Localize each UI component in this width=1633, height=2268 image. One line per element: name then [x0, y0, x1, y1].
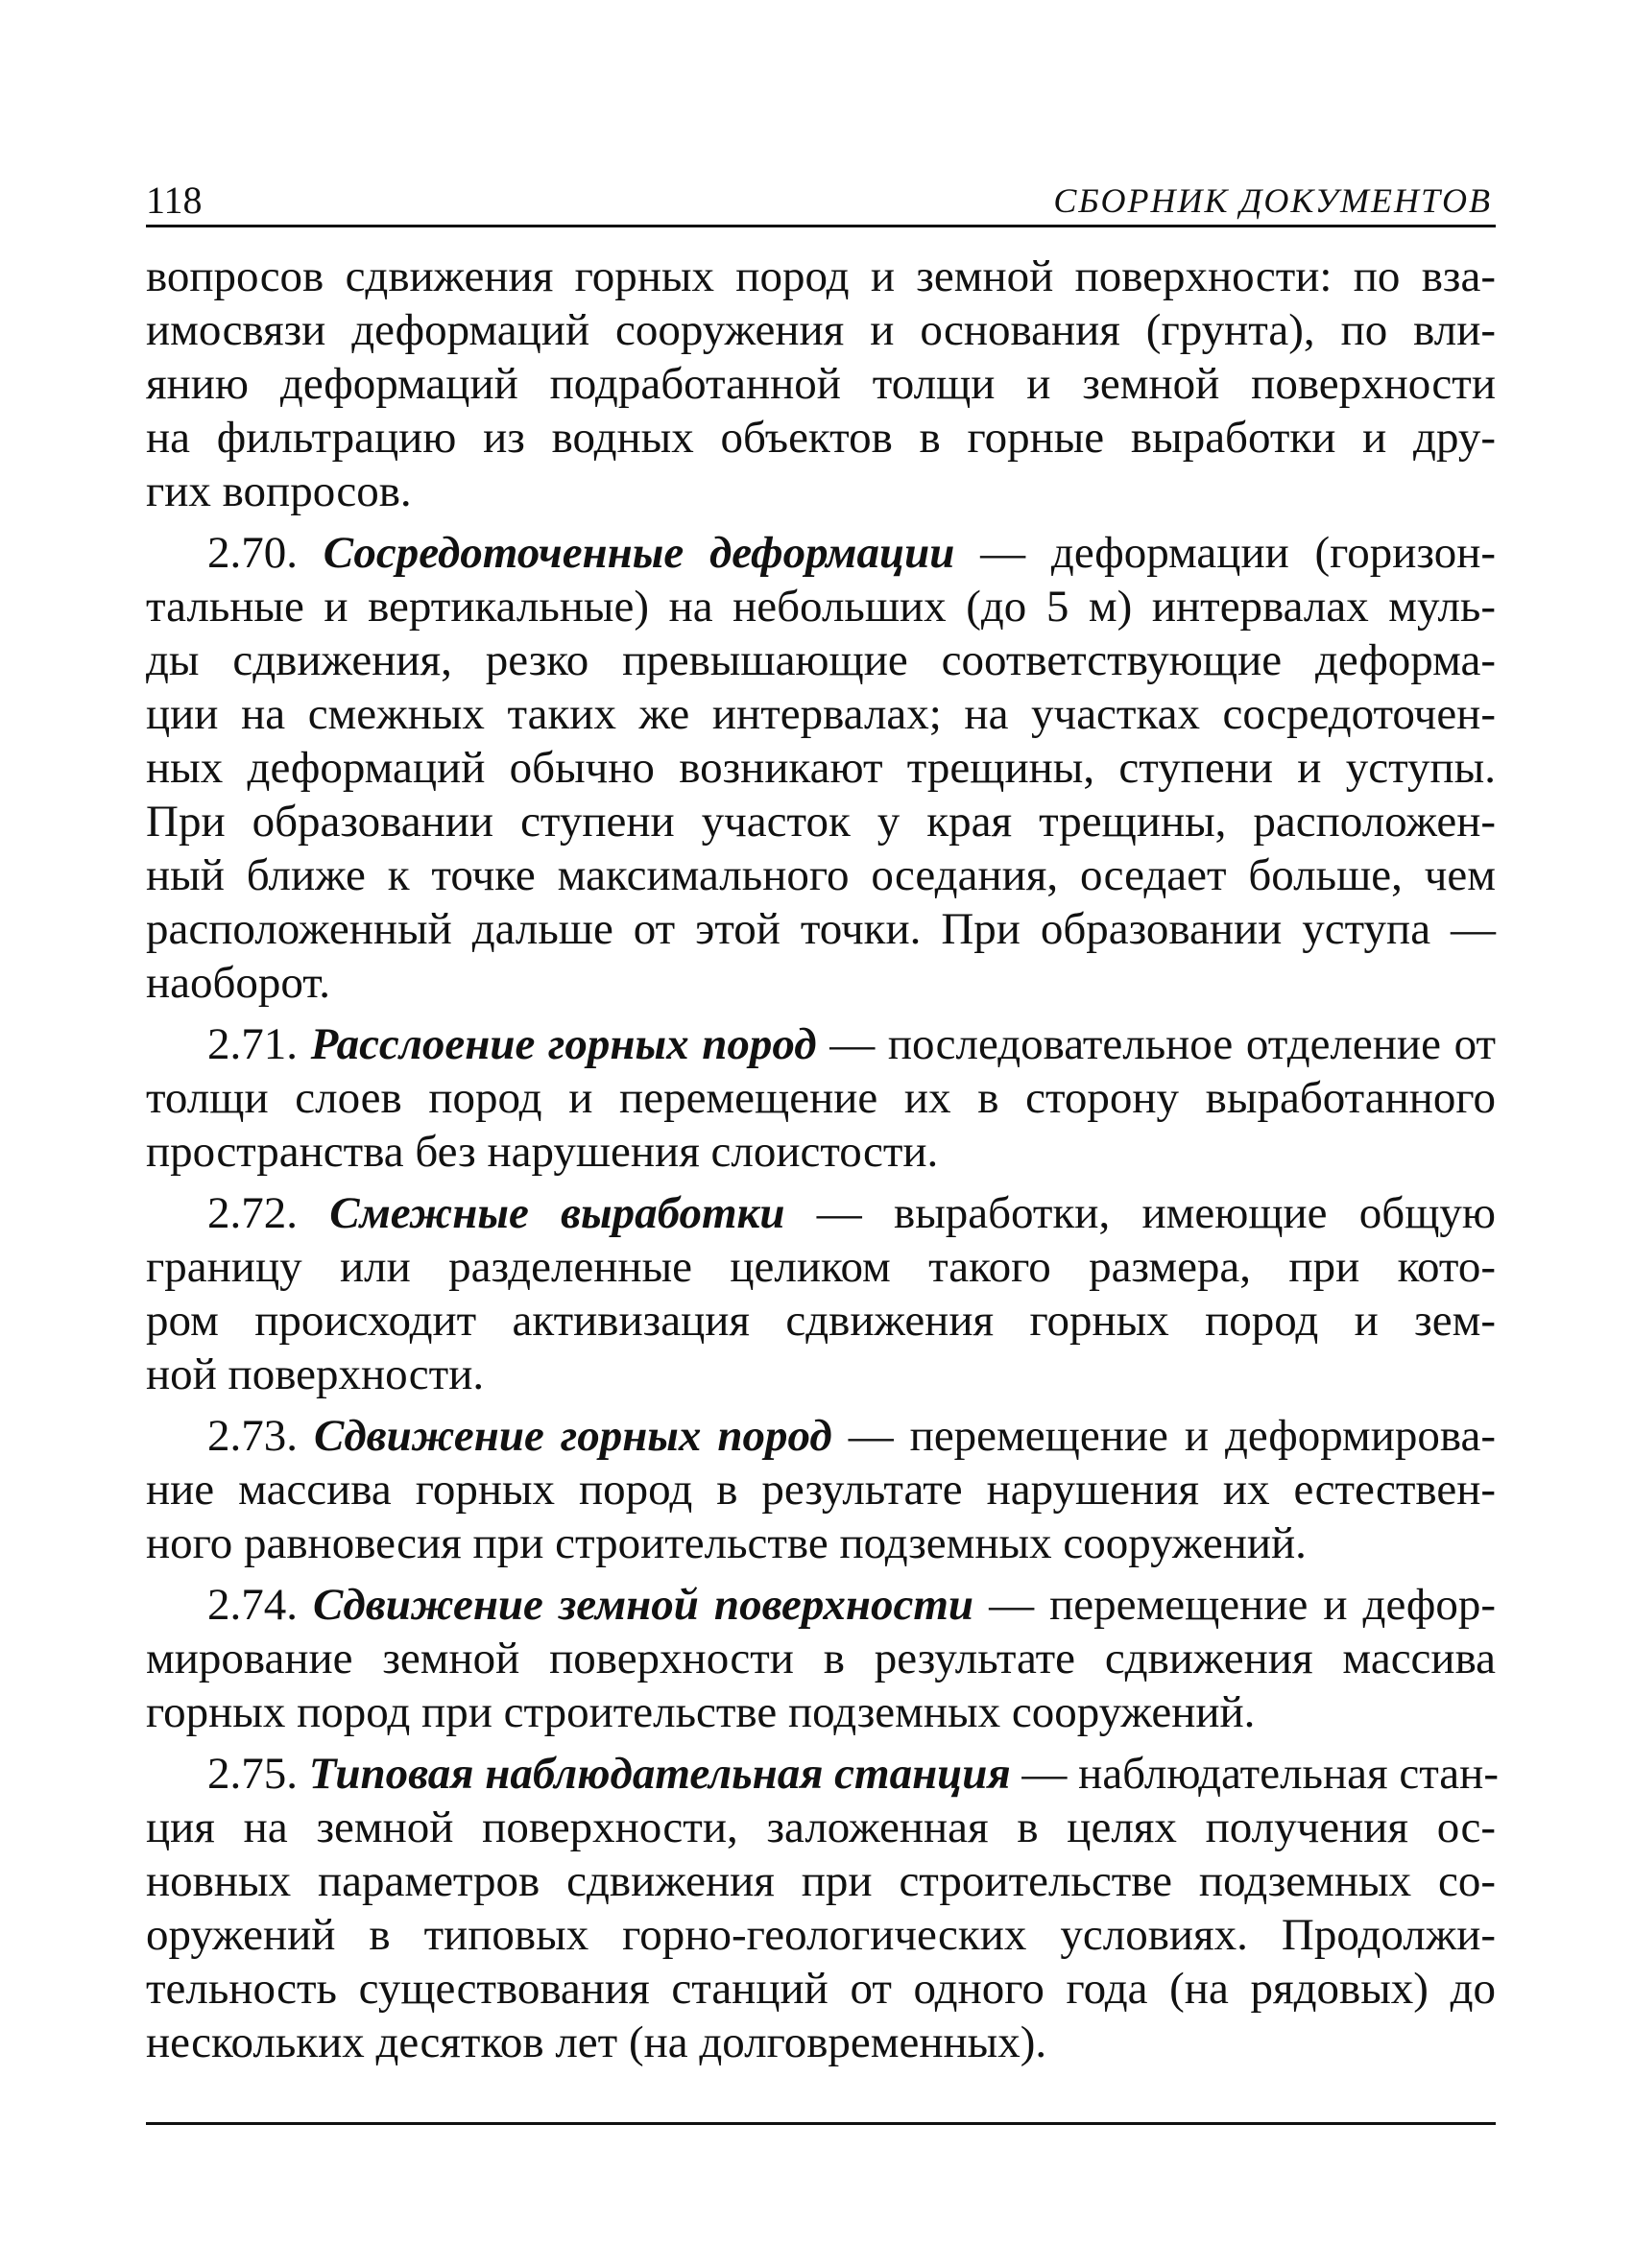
paragraph-continuation — [146, 250, 1496, 518]
text-line: расположенный дальше от этой точки. При образовании уступа — — [146, 904, 1496, 954]
text-line: тельность существования станций от одного года (на рядовых) до — [146, 1964, 1496, 2014]
defined-term: Сдвижение земной поверхности — [313, 1580, 974, 1630]
header-rule — [146, 225, 1496, 227]
clause-number: 2.71. — [207, 1019, 311, 1069]
text-line: имосвязи деформаций сооружения и основания (грунта), по вли- — [146, 305, 1496, 355]
definition-2-71 — [146, 1017, 1496, 1179]
clause-number: 2.70. — [207, 528, 324, 578]
clause-number: 2.75. — [207, 1749, 309, 1799]
text-line: мирование земной поверхности в результате сдвижения массива — [146, 1634, 1496, 1683]
definition-2-73 — [146, 1409, 1496, 1570]
defined-term: Типовая наблюдательная станция — [308, 1749, 1011, 1799]
text-line: ного равновесия при строительстве подземных сооружений. — [146, 1518, 1307, 1568]
clause-number: 2.73. — [207, 1411, 314, 1461]
definition-2-74 — [146, 1578, 1496, 1739]
text-line: на фильтрацию из водных объектов в горные выработки и дру- — [146, 413, 1496, 463]
page-number: 118 — [146, 179, 203, 222]
definition-text: — деформации (горизон- — [954, 528, 1497, 578]
text-line: гих вопросов. — [146, 466, 412, 516]
text-line: оружений в типовых горно-геологических условиях. Продолжи- — [146, 1910, 1496, 1960]
definition-first-line — [146, 1747, 1499, 1801]
defined-term: Смежные выработки — [329, 1188, 785, 1238]
definition-first-line — [146, 1017, 1496, 1071]
text-line: ный ближе к точке максимального оседания, оседает больше, чем — [146, 850, 1496, 900]
text-line: новных параметров сдвижения при строительстве подземных со- — [146, 1856, 1496, 1906]
text-line: тальные и вертикальные) на небольших (до 5 м) интервалах муль- — [146, 582, 1496, 632]
definition-first-line — [146, 526, 1496, 580]
text-line: наоборот. — [146, 958, 331, 1008]
definition-2-70 — [146, 526, 1496, 1010]
definition-text: — перемещение и деформирова- — [831, 1411, 1497, 1461]
defined-term: Сдвижение горных пород — [313, 1411, 832, 1461]
defined-term: Сосредоточенные деформации — [323, 528, 955, 578]
text-line: ция на земной поверхности, заложенная в целях получения ос- — [146, 1802, 1496, 1852]
text-line: толщи слоев пород и перемещение их в сторону выработанного — [146, 1073, 1496, 1123]
footer-rule — [146, 2122, 1496, 2125]
definition-first-line — [146, 1409, 1496, 1463]
text-line: ных деформаций обычно возникают трещины, ступени и уступы. — [146, 743, 1496, 793]
definition-2-75 — [146, 1747, 1499, 2069]
definition-2-72 — [146, 1186, 1496, 1401]
defined-term: Расслоение горных пород — [310, 1019, 817, 1069]
definition-text: — наблюдательная стан- — [1010, 1749, 1499, 1799]
text-line: горных пород при строительстве подземных сооружений. — [146, 1687, 1256, 1737]
text-line: нескольких десятков лет (на долговременных). — [146, 2017, 1047, 2067]
text-line: ды сдвижения, резко превышающие соответствующие деформа- — [146, 635, 1496, 685]
text-line: янию деформаций подработанной толщи и земной поверхности — [146, 359, 1496, 409]
text-line: ром происходит активизация сдвижения горных пород и зем- — [146, 1296, 1496, 1346]
definition-first-line — [146, 1578, 1496, 1632]
text-line: При образовании ступени участок у края трещины, расположен- — [146, 797, 1496, 847]
definition-text: — перемещение и дефор- — [973, 1580, 1496, 1630]
text-line: вопросов сдвижения горных пород и земной поверхности: по вза- — [146, 251, 1496, 301]
definition-first-line — [146, 1186, 1496, 1240]
text-line: ной поверхности. — [146, 1349, 485, 1399]
text-line: ние массива горных пород в результате нарушения их естествен- — [146, 1465, 1496, 1515]
body-text — [146, 250, 1499, 2069]
definition-text: — последовательное отделение от — [816, 1019, 1497, 1069]
definition-text: — выработки, имеющие общую — [784, 1188, 1496, 1238]
clause-number: 2.74. — [207, 1580, 314, 1630]
clause-number: 2.72. — [207, 1188, 330, 1238]
text-line: ции на смежных таких же интервалах; на участках сосредоточен- — [146, 689, 1496, 739]
running-head — [146, 179, 1496, 223]
text-line: границу или разделенные целиком такого размера, при кото- — [146, 1242, 1496, 1292]
text-line: пространства без нарушения слоистости. — [146, 1127, 939, 1177]
collection-title: СБОРНИК ДОКУМЕНТОВ — [1053, 181, 1492, 220]
